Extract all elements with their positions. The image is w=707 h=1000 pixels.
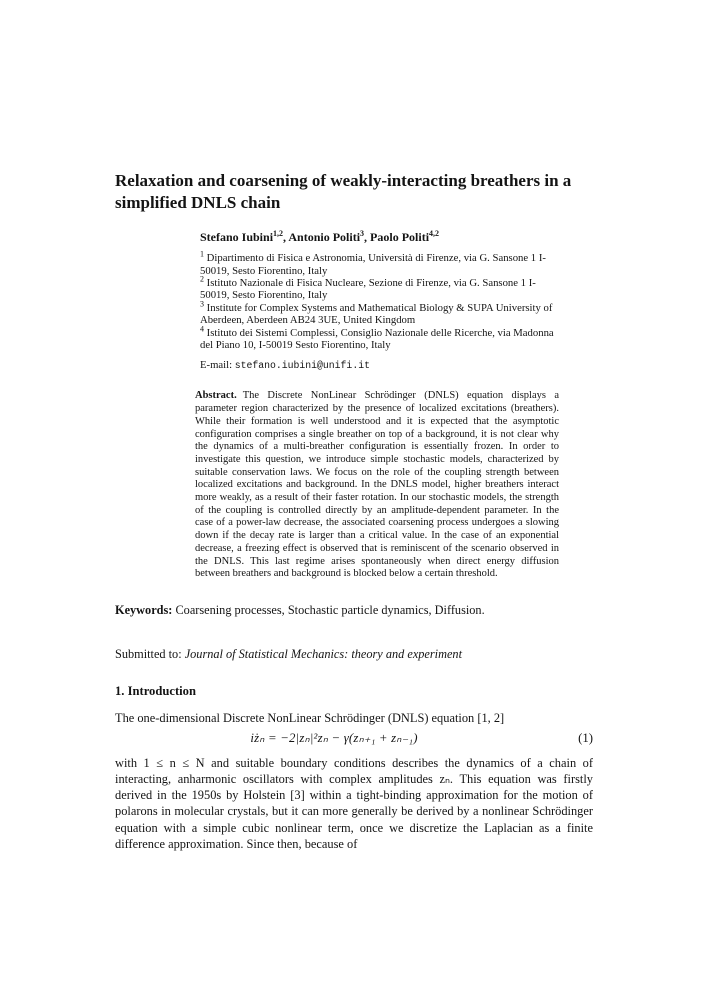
author (288, 230, 370, 244)
author (370, 230, 439, 244)
equation-number: (1) (578, 731, 593, 746)
affiliation-marker: 2 (200, 274, 204, 284)
email-address: stefano.iubini@unifi.it (234, 360, 370, 372)
author-affiliation-marker: 3 (360, 229, 365, 239)
abstract-label: Abstract. (195, 390, 237, 402)
abstract (195, 390, 559, 581)
author-separator: , (364, 230, 371, 245)
abstract-text: The Discrete NonLinear Schrödinger (DNLS) equation displays a parameter region characterized by the presence of localized excitations (breathers). While their formation is well understood and it is expected that the asymptotic configuration comprises a single breather on top of a background, it is not clear why the dynamics of a multi-breather configuration is essentially frozen. In order to investigate this question, we introduce simple stochastic models, characterized by suitable conservation laws. We focus on the role of the coupling strength between localized excitations and background. In the DNLS model, higher breathers interact more weakly, as a result of their faster rotation. In our stochastic models, the strength of the coupling is controlled directly by an amplitude-dependent parameter. In the case of a power-law decrease, the associated coarsening process undergoes a slowing down if the decay rate is larger than a critical value. In the case of an exponential decrease, a freezing effect is observed that is reminiscent of the scenario observed in the DNLS. This last regime arises spontaneously when direct energy diffusion between breathers and background is blocked below a certain threshold. (195, 390, 559, 580)
author (200, 230, 288, 244)
affiliation-text: Istituto Nazionale di Fisica Nucleare, Sezione di Firenze, via G. Sansone 1 I-50019, Sesto Fiorentino, Italy (200, 277, 536, 302)
author-name: Paolo Politi (370, 230, 430, 245)
author-line (200, 230, 593, 245)
author-name: Stefano Iubini (200, 230, 274, 245)
email-line (200, 359, 593, 371)
affiliation-list (200, 249, 562, 352)
affiliation (200, 324, 562, 352)
affiliation-marker: 3 (200, 299, 204, 309)
equation-1 (115, 731, 593, 746)
author-affiliation-marker: 4,2 (429, 229, 440, 239)
submitted-label: Submitted to: (115, 646, 185, 661)
keywords-text: Coarsening processes, Stochastic particle dynamics, Diffusion. (172, 602, 485, 617)
affiliation-marker: 1 (200, 249, 204, 259)
keywords-line (115, 603, 593, 618)
paper-content (115, 170, 593, 852)
submitted-journal: Journal of Statistical Mechanics: theory and experiment (184, 646, 462, 661)
author-name: Antonio Politi (288, 230, 361, 245)
affiliation-text: Istituto dei Sistemi Complessi, Consiglio Nazionale delle Ricerche, via Madonna del Piano 10, I-50019 Sesto Fiorentino, Italy (200, 326, 554, 352)
section-heading-introduction: 1. Introduction (115, 683, 196, 698)
author-affiliation-marker: 1,2 (273, 229, 284, 239)
email-label: E-mail: (200, 359, 235, 372)
affiliation (200, 249, 562, 277)
intro-paragraph-1: The one-dimensional Discrete NonLinear Schrödinger (DNLS) equation [1, 2] (115, 710, 505, 725)
paper-title: Relaxation and coarsening of weakly-interacting breathers in a simplified DNLS chain (115, 171, 572, 213)
author-separator: , (283, 230, 289, 245)
affiliation-marker: 4 (200, 324, 204, 334)
intro-paragraph-2: with 1 ≤ n ≤ N and suitable boundary conditions describes the dynamics of a chain of interacting, anharmonic oscillators with complex amplitudes zₙ. This equation was firstly derived in the 1950s by Holstein [3] within a tight-binding approximation for the motion of polarons in molecular crystals, but it can more generally be derived by a nonlinear Schrödinger equation with a simple cubic nonlinear term, once we discretize the Laplacian as a finite difference approximation. Since then, because of (115, 756, 593, 851)
affiliation-text: Dipartimento di Fisica e Astronomia, Università di Firenze, via G. Sansone 1 I-50019, Sesto Fiorentino, Italy (200, 252, 546, 277)
affiliation (200, 299, 562, 327)
submitted-line (115, 647, 593, 662)
affiliation (200, 274, 562, 302)
equation-body: iżₙ = −2|zₙ|²zₙ − γ(zₙ₊₁ + zₙ₋₁) (250, 731, 418, 746)
keywords-label: Keywords: (115, 602, 173, 617)
affiliation-text: Institute for Complex Systems and Mathematical Biology & SUPA University of Aberdeen, Aberdeen AB24 3UE, United Kingdom (200, 301, 553, 327)
